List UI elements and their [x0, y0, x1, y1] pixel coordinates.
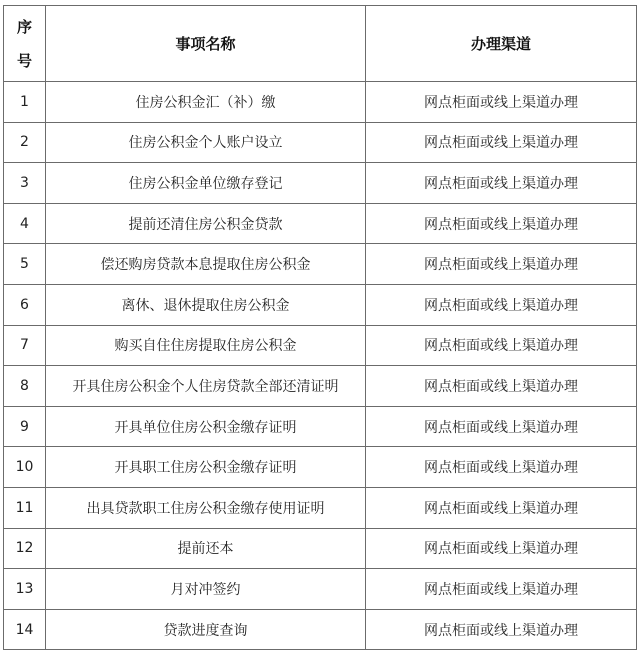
table-body — [4, 82, 637, 650]
table-header — [4, 6, 637, 82]
row-channel: 网点柜面或线上渠道办理 — [366, 325, 637, 366]
row-channel: 网点柜面或线上渠道办理 — [366, 487, 637, 528]
table-row — [4, 609, 637, 650]
row-channel: 网点柜面或线上渠道办理 — [366, 406, 637, 447]
row-channel: 网点柜面或线上渠道办理 — [366, 284, 637, 325]
table-row — [4, 325, 637, 366]
row-number: 9 — [4, 406, 46, 447]
row-number: 13 — [4, 569, 46, 610]
row-service-name: 开具住房公积金个人住房贷款全部还清证明 — [46, 366, 366, 407]
row-channel: 网点柜面或线上渠道办理 — [366, 163, 637, 204]
row-service-name: 提前还清住房公积金贷款 — [46, 203, 366, 244]
row-number: 7 — [4, 325, 46, 366]
row-channel: 网点柜面或线上渠道办理 — [366, 82, 637, 123]
table-row — [4, 487, 637, 528]
header-row — [4, 6, 637, 82]
table-row — [4, 122, 637, 163]
row-number: 5 — [4, 244, 46, 285]
row-service-name: 开具职工住房公积金缴存证明 — [46, 447, 366, 488]
table-row — [4, 447, 637, 488]
table-row — [4, 528, 637, 569]
table-row — [4, 203, 637, 244]
header-seq-line1: 序 — [16, 17, 32, 36]
table-row — [4, 366, 637, 407]
table-row — [4, 406, 637, 447]
row-channel: 网点柜面或线上渠道办理 — [366, 122, 637, 163]
row-number: 2 — [4, 122, 46, 163]
row-number: 1 — [4, 82, 46, 123]
table-row — [4, 284, 637, 325]
row-service-name: 住房公积金单位缴存登记 — [46, 163, 366, 204]
row-channel: 网点柜面或线上渠道办理 — [366, 528, 637, 569]
row-channel: 网点柜面或线上渠道办理 — [366, 203, 637, 244]
row-channel: 网点柜面或线上渠道办理 — [366, 447, 637, 488]
header-seq — [4, 6, 46, 82]
row-service-name: 开具单位住房公积金缴存证明 — [46, 406, 366, 447]
row-channel: 网点柜面或线上渠道办理 — [366, 569, 637, 610]
header-name: 事项名称 — [46, 6, 366, 82]
row-service-name: 偿还购房贷款本息提取住房公积金 — [46, 244, 366, 285]
services-table — [3, 5, 637, 650]
row-number: 10 — [4, 447, 46, 488]
header-channel: 办理渠道 — [366, 6, 637, 82]
row-service-name: 贷款进度查询 — [46, 609, 366, 650]
row-service-name: 住房公积金个人账户设立 — [46, 122, 366, 163]
row-service-name: 住房公积金汇（补）缴 — [46, 82, 366, 123]
row-number: 6 — [4, 284, 46, 325]
header-seq-line2: 号 — [16, 51, 32, 70]
table-row — [4, 569, 637, 610]
row-service-name: 月对冲签约 — [46, 569, 366, 610]
row-number: 4 — [4, 203, 46, 244]
row-service-name: 购买自住住房提取住房公积金 — [46, 325, 366, 366]
table-row — [4, 82, 637, 123]
row-channel: 网点柜面或线上渠道办理 — [366, 609, 637, 650]
row-number: 8 — [4, 366, 46, 407]
row-channel: 网点柜面或线上渠道办理 — [366, 366, 637, 407]
table-row — [4, 163, 637, 204]
row-channel: 网点柜面或线上渠道办理 — [366, 244, 637, 285]
table-row — [4, 244, 637, 285]
row-service-name: 离休、退休提取住房公积金 — [46, 284, 366, 325]
row-number: 12 — [4, 528, 46, 569]
row-number: 14 — [4, 609, 46, 650]
row-number: 3 — [4, 163, 46, 204]
row-service-name: 提前还本 — [46, 528, 366, 569]
row-number: 11 — [4, 487, 46, 528]
row-service-name: 出具贷款职工住房公积金缴存使用证明 — [46, 487, 366, 528]
